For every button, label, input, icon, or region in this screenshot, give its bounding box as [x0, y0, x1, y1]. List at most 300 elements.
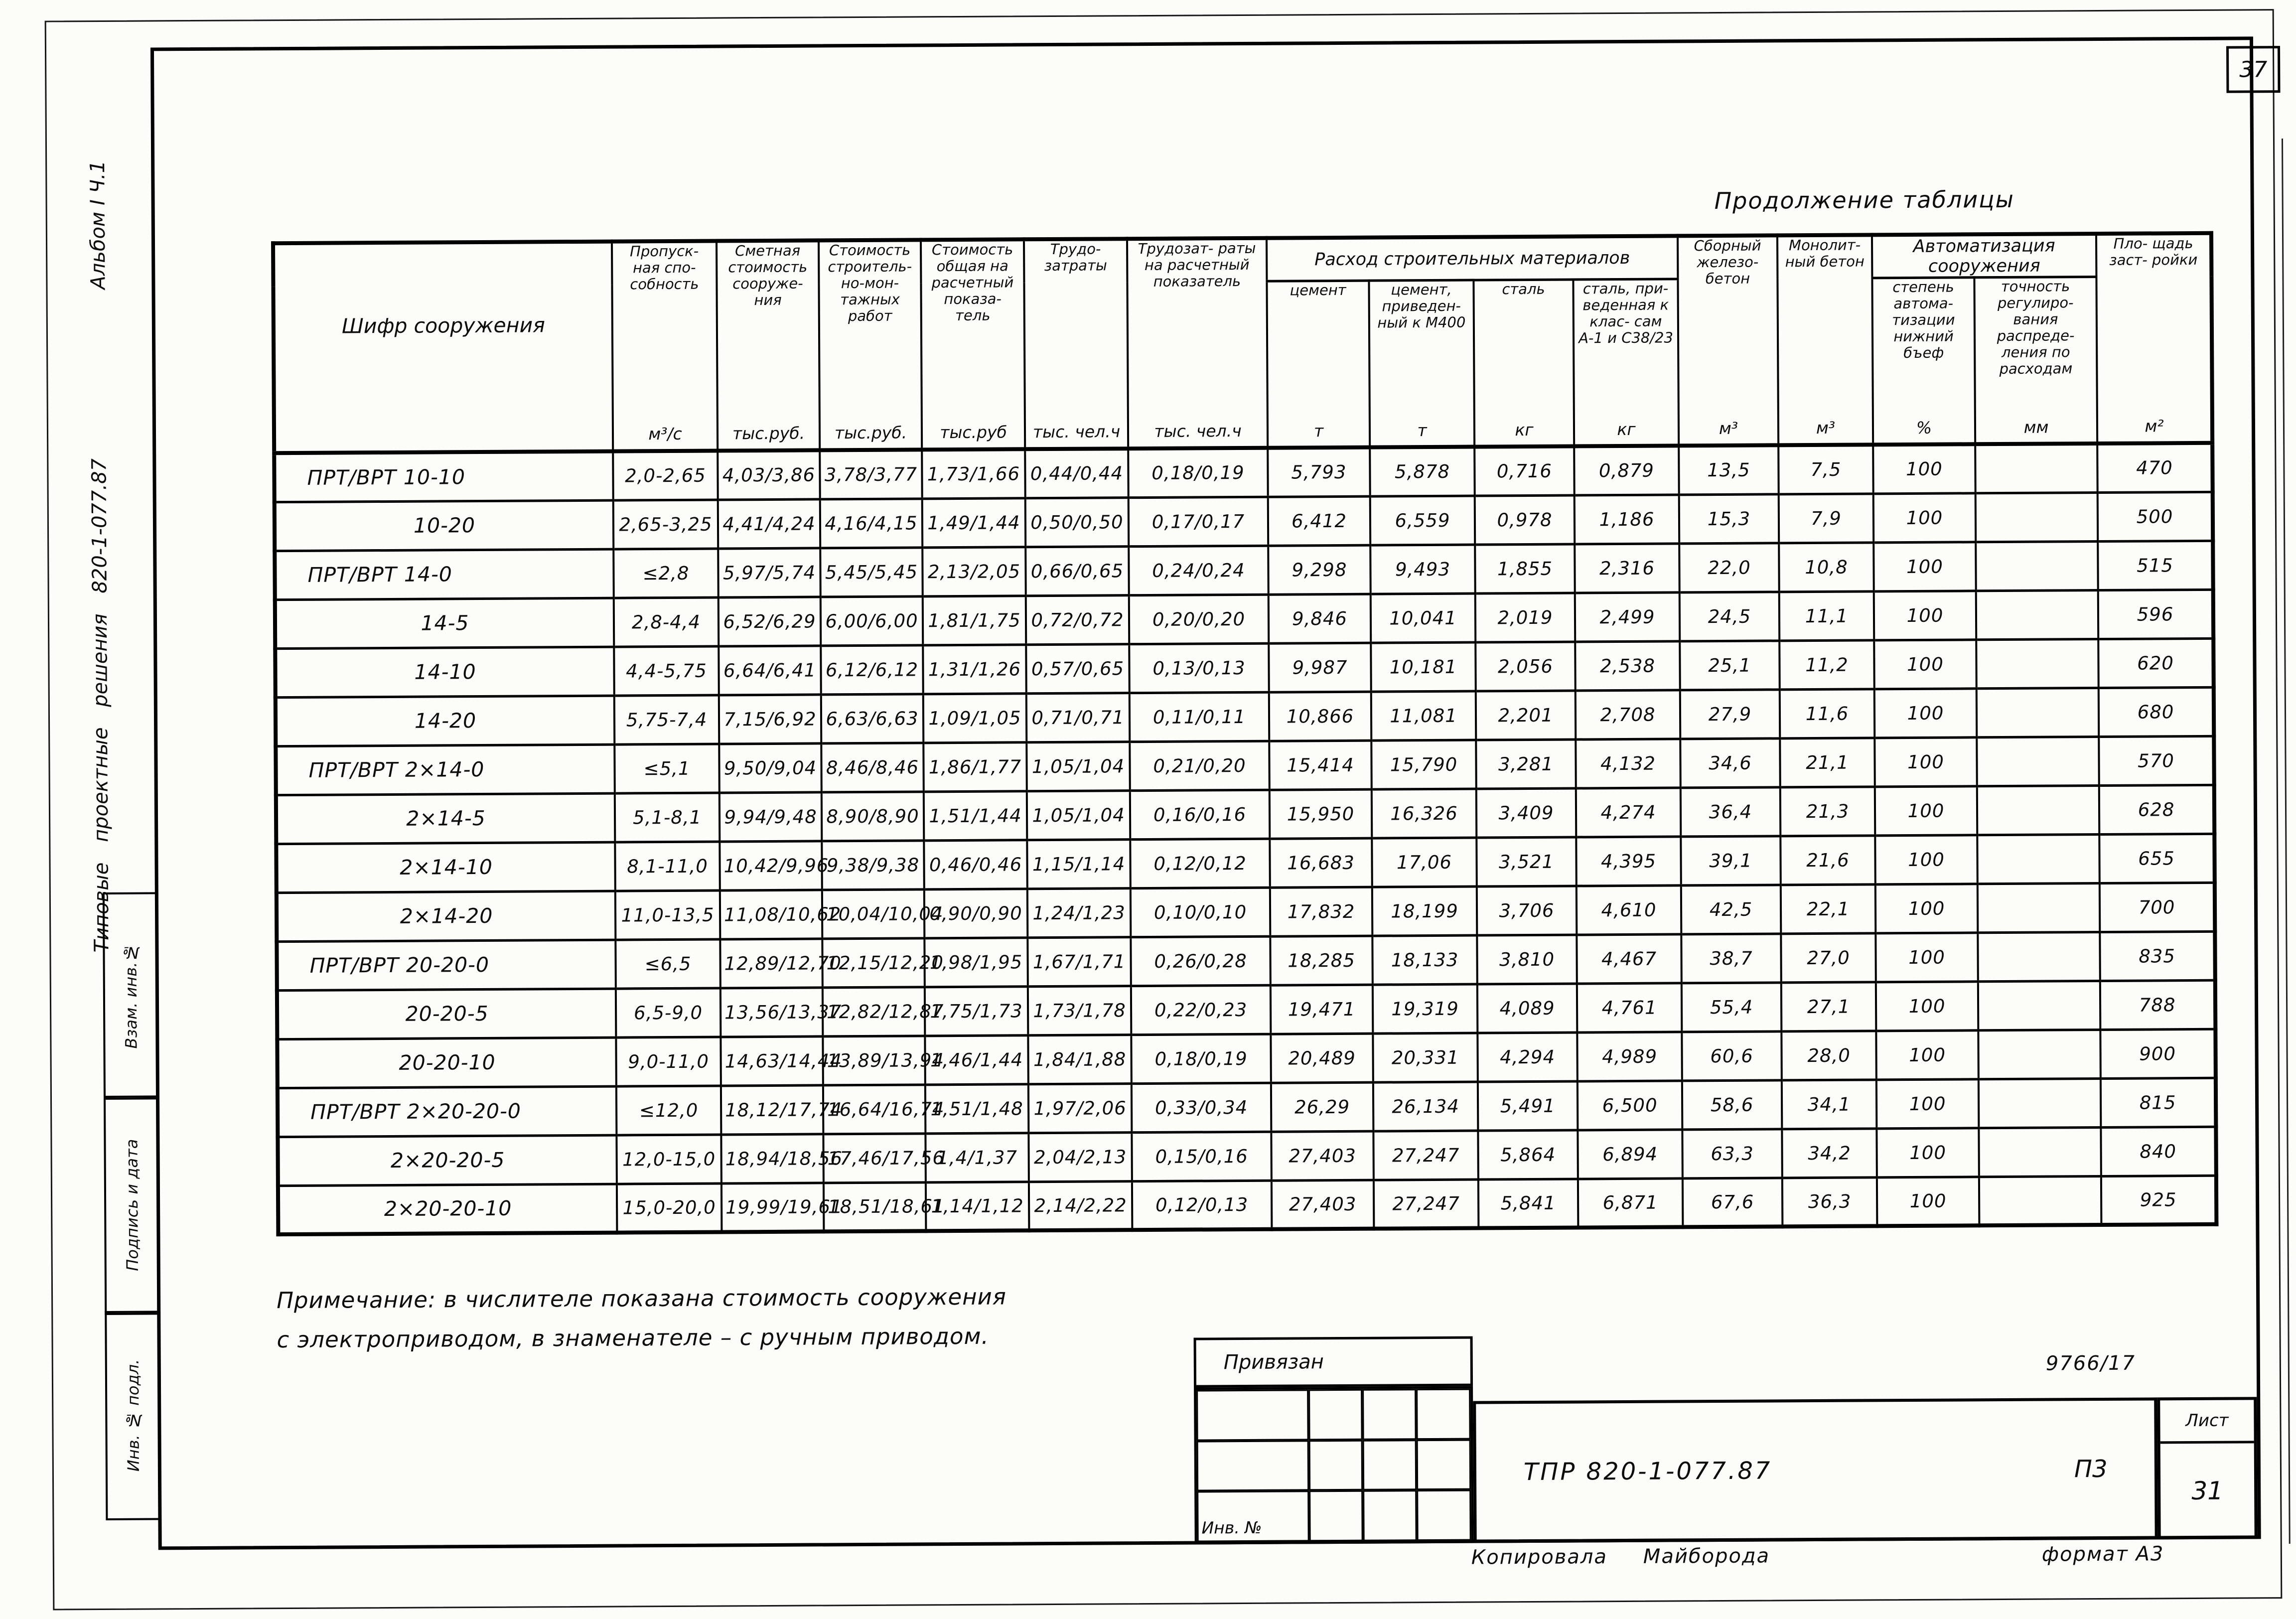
table-cell: 2,65-3,25 — [613, 500, 718, 549]
table-cell: 15,3 — [1679, 494, 1779, 543]
table-cell: 39,1 — [1681, 836, 1781, 885]
table-cell: 1,05/1,04 — [1026, 741, 1130, 791]
table-cell: 27,403 — [1272, 1180, 1374, 1229]
table-cell: 27,1 — [1781, 982, 1876, 1031]
table-cell: 4,4-5,75 — [614, 646, 719, 696]
stamp-grid-cell — [1417, 1439, 1471, 1490]
table-cell: 5,491 — [1478, 1081, 1578, 1130]
table-cell: 17,06 — [1372, 838, 1477, 887]
col-title: Монолит- ный бетон — [1785, 236, 1865, 271]
table-cell — [1978, 883, 2100, 932]
table-cell: 11,0-13,5 — [615, 890, 720, 940]
table-cell: 1,49/1,44 — [922, 498, 1026, 547]
table-cell: 2,201 — [1476, 691, 1576, 740]
note — [277, 1276, 1348, 1360]
table-cell — [1979, 1078, 2101, 1128]
table-cell: 3,706 — [1477, 886, 1577, 935]
table-cell: 1,855 — [1475, 544, 1575, 593]
margin-box-podpis-data-label: Подпись и дата — [122, 1139, 142, 1272]
table-cell — [1979, 1176, 2102, 1225]
table-cell: 5,878 — [1370, 447, 1475, 496]
table-cell — [1978, 1030, 2101, 1079]
note-line-2: с электроприводом, в знаменателе – с ручным приводом. — [277, 1323, 989, 1353]
table-cell: 2,056 — [1475, 642, 1576, 691]
sheet-edge-line — [2282, 139, 2291, 1544]
table-cell: 22,0 — [1679, 543, 1779, 592]
order-number: 9766/17 — [2045, 1351, 2136, 1375]
table-cell: 11,1 — [1779, 591, 1874, 640]
table-cell: 38,7 — [1681, 933, 1781, 983]
table-cell: 11,081 — [1371, 691, 1476, 740]
col-title: Пло- щадь заст- ройки — [2109, 235, 2198, 269]
stamp-sheet-number: 31 — [2191, 1476, 2224, 1506]
stamp-grid-cell — [1196, 1389, 1309, 1441]
note-line-1: Примечание: в числителе показана стоимость сооружения — [276, 1283, 1007, 1314]
col-title: цемент — [1290, 281, 1346, 299]
table-cell: 0,20/0,20 — [1129, 594, 1269, 644]
table-cell: 28,0 — [1781, 1030, 1876, 1080]
table-cell: 6,500 — [1578, 1080, 1683, 1130]
col-title: Сметная стоимость сооруже- ния — [728, 242, 808, 309]
table-cell: 9,94/9,48 — [719, 792, 822, 841]
table-cell: 1,46/1,44 — [925, 1035, 1028, 1084]
table-cell: 10,8 — [1779, 542, 1874, 591]
stamp-doc-code: П3 — [2074, 1455, 2108, 1483]
col-unit: тыс.руб. — [834, 423, 907, 443]
stamp-sheet-cell — [2157, 1397, 2257, 1539]
table-cell: 58,6 — [1682, 1080, 1782, 1129]
table-cell: 2,8-4,4 — [614, 597, 719, 647]
table-cell: 700 — [2100, 883, 2215, 932]
table-cell: 0,879 — [1574, 445, 1679, 495]
col-title: Сборный железо- бетон — [1694, 237, 1761, 288]
col-title: сталь, при- веденная к клас- сам А-1 и С38/23 — [1578, 280, 1674, 347]
table-cell: 1,84/1,88 — [1028, 1034, 1132, 1084]
row-label: ПРТ/ВРТ 2×20-20-0 — [278, 1086, 617, 1137]
margin-album — [46, 100, 150, 349]
table-cell: 7,15/6,92 — [719, 694, 822, 743]
table-cell: 18,133 — [1372, 935, 1477, 985]
table-cell: ≤12,0 — [616, 1085, 721, 1135]
table-cell: 1,51/1,44 — [924, 791, 1027, 840]
col-unit: м³ — [1816, 418, 1836, 438]
col-header-shifr — [273, 242, 613, 453]
table-cell: 6,5-9,0 — [616, 988, 721, 1037]
col-group-materials: Расход строительных материалов — [1267, 236, 1678, 281]
col-title: цемент, приведен- ный к М400 — [1377, 281, 1466, 331]
col-title: степень автома- тизации нижний бъеф — [1892, 278, 1955, 362]
stamp-attached-cell — [1194, 1336, 1473, 1388]
table-cell: 7,9 — [1779, 493, 1874, 543]
col-header-stal — [1473, 280, 1574, 447]
table-cell — [1977, 688, 2099, 737]
table-cell: 10,866 — [1269, 692, 1372, 741]
table-cell — [1977, 834, 2100, 883]
table-cell: 13,56/13,37 — [720, 987, 823, 1036]
table-cell: 4,132 — [1576, 738, 1681, 788]
col-unit: т — [1417, 421, 1427, 441]
col-title: Стоимость общая на расчетный показа- тель — [931, 241, 1014, 324]
table-cell: 0,17/0,17 — [1129, 497, 1269, 546]
table-cell: 0,71/0,71 — [1026, 693, 1130, 742]
col-title: точность регулиро- вания распреде- ления по расходам — [1997, 278, 2075, 378]
col-header-stepen-avt — [1872, 278, 1975, 445]
table-cell: 0,12/0,13 — [1132, 1180, 1272, 1230]
table-cell: 2,708 — [1576, 690, 1681, 739]
margin-box-inv-podl-label: Инв. № подл. — [123, 1359, 143, 1472]
table-cell: 0,26/0,28 — [1131, 936, 1271, 986]
table-cell: 1,31/1,26 — [923, 644, 1026, 694]
table-cell: 100 — [1875, 932, 1978, 982]
margin-box-vzam-inv — [103, 892, 159, 1100]
table-cell: 6,64/6,41 — [718, 645, 821, 695]
col-unit: т — [1313, 421, 1324, 441]
table-cell: 470 — [2097, 443, 2213, 492]
table-cell: 840 — [2101, 1127, 2216, 1176]
col-header-obshchaya — [921, 239, 1025, 449]
table-cell: 100 — [1873, 493, 1976, 542]
col-header-propusknaya — [612, 241, 718, 451]
table-cell: 900 — [2100, 1029, 2216, 1078]
table-cell: 2,0-2,65 — [613, 451, 718, 500]
table-cell: 0,716 — [1474, 446, 1575, 496]
table-cell: 60,6 — [1682, 1031, 1782, 1080]
table-cell: 9,50/9,04 — [719, 743, 822, 792]
col-unit: тыс.руб. — [732, 423, 805, 443]
table-cell: 2,019 — [1475, 593, 1576, 642]
col-unit: м³ — [1719, 419, 1738, 439]
col-header-cement-m400 — [1369, 280, 1474, 447]
table-cell: 21,6 — [1780, 835, 1875, 884]
table-cell: 12,0-15,0 — [616, 1134, 721, 1183]
col-header-cement — [1267, 281, 1370, 448]
table-cell: 6,871 — [1578, 1178, 1683, 1227]
row-label: 14-5 — [275, 598, 614, 649]
row-label: 2×20-20-10 — [278, 1184, 617, 1235]
table-cell: 10,04/10,04 — [822, 889, 925, 938]
table-cell: 5,75-7,4 — [614, 695, 719, 744]
table-cell: 20,489 — [1271, 1033, 1373, 1083]
stamp-grid-cell — [1363, 1440, 1417, 1490]
table-cell: 0,72/0,72 — [1026, 595, 1130, 644]
stamp-doc-number: ТПР 820-1-077.87 — [1523, 1456, 1772, 1486]
table-cell: 0,44/0,44 — [1025, 448, 1129, 498]
table-cell: 4,03/3,86 — [718, 450, 820, 499]
table-cell: 8,90/8,90 — [822, 791, 924, 841]
table-cell: 10,041 — [1371, 593, 1476, 643]
table-cell: 1,67/1,71 — [1027, 937, 1131, 986]
table-cell: 36,4 — [1681, 787, 1781, 836]
table-cell: 27,0 — [1781, 933, 1876, 982]
table-cell: 18,199 — [1372, 886, 1477, 936]
table-cell: 100 — [1874, 639, 1977, 689]
margin-album-text: Альбом I Ч.1 — [86, 160, 110, 290]
table-cell: 1,4/1,37 — [925, 1133, 1029, 1182]
table-cell: 9,0-11,0 — [616, 1036, 721, 1086]
table-cell — [1977, 785, 2100, 835]
table-cell: 13,5 — [1679, 445, 1779, 494]
table-cell: 1,86/1,77 — [923, 742, 1027, 791]
table-cell: 27,403 — [1271, 1131, 1374, 1180]
table-cell: 0,978 — [1475, 495, 1575, 545]
col-title: Трудозат- раты на расчетный показатель — [1138, 239, 1256, 291]
col-group-automation: Автоматизация сооружения — [1872, 234, 2096, 278]
stamp-signature-grid — [1194, 1386, 1474, 1545]
table-cell: 0,24/0,24 — [1129, 546, 1269, 595]
table-cell: 1,98/1,95 — [924, 937, 1028, 987]
stamp-grid-cell — [1417, 1490, 1471, 1541]
table-cell: 1,05/1,04 — [1027, 790, 1131, 840]
table-cell: 1,97/2,06 — [1028, 1083, 1132, 1133]
table-cell — [1976, 590, 2099, 639]
table-cell: 12,89/12,70 — [720, 938, 823, 988]
table-cell: 788 — [2100, 980, 2216, 1030]
table-cell: 0,13/0,13 — [1129, 643, 1269, 693]
row-label: ПРТ/ВРТ 10-10 — [274, 451, 613, 502]
table-cell — [1976, 639, 2099, 688]
table-cell: 12,82/12,87 — [823, 987, 925, 1036]
table-cell: 63,3 — [1682, 1129, 1782, 1178]
table-cell: 13,89/13,94 — [823, 1035, 925, 1085]
table-cell: 9,846 — [1269, 594, 1371, 643]
stamp-grid-cell — [1309, 1440, 1363, 1490]
table-cell: 596 — [2098, 589, 2214, 639]
col-unit: кг — [1515, 420, 1534, 440]
table-cell: 0,57/0,65 — [1026, 644, 1130, 693]
col-unit: м³/с — [648, 424, 682, 444]
row-label: 2×14-5 — [276, 793, 615, 844]
data-table — [271, 231, 2218, 1236]
table-cell: 3,810 — [1477, 934, 1577, 984]
drawing-frame — [150, 36, 2261, 1550]
table-cell: 5,1-8,1 — [615, 793, 720, 842]
stamp-grid-cell — [1309, 1490, 1363, 1541]
table-row — [278, 1176, 2216, 1234]
table-cell: 100 — [1875, 883, 1978, 933]
table-cell: 0,18/0,19 — [1131, 1034, 1271, 1083]
table-cell: 5,841 — [1478, 1178, 1578, 1228]
table-cell: 6,894 — [1578, 1129, 1683, 1178]
title-block — [1194, 1332, 2258, 1544]
table-cell: 11,2 — [1779, 640, 1874, 689]
table-cell: 0,50/0,50 — [1025, 497, 1129, 547]
table-cell: 100 — [1876, 1079, 1979, 1128]
table-cell: 2,499 — [1575, 592, 1680, 641]
table-cell: 9,298 — [1268, 545, 1371, 594]
table-cell: 4,467 — [1577, 934, 1682, 983]
table-cell: 2,14/2,22 — [1029, 1181, 1133, 1230]
table-cell: 4,761 — [1577, 983, 1682, 1032]
table-cell: 42,5 — [1681, 884, 1781, 934]
row-label: 20-20-5 — [277, 989, 616, 1039]
table-cell: 1,81/1,75 — [923, 595, 1026, 645]
table-cell: 515 — [2098, 541, 2213, 590]
row-label: ПРТ/ВРТ 2×14-0 — [276, 744, 615, 795]
table-cell: 6,12/6,12 — [821, 645, 923, 694]
row-label: 2×20-20-5 — [278, 1135, 617, 1186]
table-cell: 1,14/1,12 — [926, 1181, 1029, 1231]
stamp-grid-cell — [1416, 1389, 1471, 1440]
table-cell: 3,281 — [1476, 739, 1576, 789]
table-header — [273, 233, 2212, 453]
stamp-inv-label: Инв. № — [1197, 1491, 1309, 1542]
table-cell: ≤5,1 — [614, 744, 719, 793]
col-unit: тыс.руб — [940, 422, 1007, 442]
table-cell: 0,21/0,20 — [1130, 741, 1270, 790]
table-cell: 9,987 — [1269, 643, 1371, 692]
page-number: 37 — [2239, 56, 2268, 83]
table-cell — [1977, 736, 2099, 786]
col-unit: тыс. чел.ч — [1154, 421, 1242, 442]
table-cell: 12,15/12,20 — [822, 938, 925, 987]
table-cell: 18,94/18,56 — [721, 1134, 824, 1183]
table-cell: 6,00/6,00 — [821, 596, 923, 645]
stamp-main-cell — [1473, 1397, 2157, 1543]
table-cell: 0,11/0,11 — [1130, 692, 1270, 741]
table-cell: 26,29 — [1271, 1082, 1374, 1132]
table-cell: 6,559 — [1370, 496, 1475, 545]
stamp-grid-cell — [1197, 1440, 1309, 1491]
row-label: 14-10 — [275, 647, 614, 698]
col-header-monolit — [1777, 235, 1873, 445]
table-cell: 100 — [1877, 1177, 1980, 1226]
row-label: 2×14-20 — [277, 891, 616, 942]
table-cell — [1978, 981, 2101, 1030]
table-cell: 22,1 — [1781, 884, 1876, 933]
table-cell: 16,64/16,74 — [823, 1084, 926, 1134]
table-cell: 24,5 — [1680, 591, 1780, 641]
row-label: ПРТ/ВРТ 20-20-0 — [277, 940, 616, 991]
col-header-smetnaya — [717, 240, 820, 450]
copied-by-name: Майборода — [1643, 1544, 1770, 1568]
table-cell: 0,18/0,19 — [1128, 448, 1268, 497]
table-cell: 36,3 — [1782, 1177, 1877, 1226]
row-label: 10-20 — [275, 500, 614, 551]
table-cell: 100 — [1876, 981, 1979, 1030]
row-label: 2×14-10 — [276, 842, 615, 893]
table-cell: 2,538 — [1575, 641, 1680, 690]
table-cell: 620 — [2098, 638, 2214, 688]
table-cell: 7,5 — [1778, 444, 1873, 494]
row-label: 14-20 — [276, 696, 615, 746]
table-cell: 34,6 — [1680, 738, 1780, 787]
table-cell: 5,45/5,45 — [820, 547, 923, 596]
col-header-sborny-zhb — [1678, 235, 1778, 445]
table-cell: 1,15/1,14 — [1027, 839, 1131, 888]
table-cell — [1975, 443, 2098, 493]
table-cell: 18,285 — [1270, 936, 1373, 985]
table-cell: ≤6,5 — [615, 939, 720, 988]
col-unit: тыс. чел.ч — [1032, 422, 1121, 442]
table-cell: 100 — [1874, 688, 1977, 737]
table-caption: Продолжение таблицы — [1714, 185, 2014, 215]
margin-box-podpis-data — [104, 1095, 160, 1315]
table-cell — [1976, 541, 2098, 590]
table-cell: 3,521 — [1476, 837, 1577, 886]
table-cell: 10,42/9,96 — [719, 841, 822, 890]
col-title: сталь — [1502, 280, 1545, 298]
table-cell: 4,089 — [1477, 983, 1578, 1032]
stamp-grid-cell — [1362, 1389, 1417, 1440]
table-cell: 34,2 — [1782, 1128, 1877, 1177]
table-cell: 815 — [2101, 1078, 2216, 1127]
table-cell: 11,6 — [1780, 689, 1875, 738]
table-cell: 3,409 — [1476, 788, 1577, 838]
table-cell: 655 — [2099, 834, 2215, 883]
table-cell: 3,78/3,77 — [820, 449, 922, 499]
table-cell: 0,12/0,12 — [1130, 839, 1270, 888]
table-cell: 628 — [2099, 785, 2215, 834]
table-cell: 16,683 — [1270, 838, 1372, 887]
table-cell: 100 — [1873, 542, 1976, 591]
stamp-sheet-label: Лист — [2160, 1400, 2254, 1444]
table-cell: 1,186 — [1575, 494, 1680, 544]
table-cell: 1,51/1,48 — [925, 1084, 1029, 1133]
table-cell: 1,73/1,78 — [1028, 986, 1132, 1035]
table-cell: 1,73/1,66 — [922, 449, 1025, 498]
table-cell: 0,90/0,90 — [924, 888, 1028, 938]
table-cell: 8,1-11,0 — [615, 842, 720, 891]
table-cell: 8,46/8,46 — [821, 742, 924, 792]
table-cell: 27,9 — [1680, 689, 1780, 738]
margin-box-vzam-inv-label: Взам. инв.№ — [121, 943, 141, 1049]
table-cell: 15,414 — [1269, 740, 1372, 790]
table-cell: 55,4 — [1682, 982, 1782, 1031]
table-cell: 4,395 — [1576, 836, 1681, 885]
table-cell: 0,66/0,65 — [1025, 546, 1129, 595]
table-cell: 5,793 — [1268, 447, 1370, 497]
col-header-stal-prived — [1573, 279, 1679, 446]
table-cell: 19,319 — [1373, 984, 1478, 1033]
copied-by-label: Копировала — [1471, 1545, 1608, 1569]
col-header-trud-raschet — [1127, 238, 1268, 448]
table-cell: 17,832 — [1270, 887, 1373, 936]
table-cell: 0,10/0,10 — [1131, 887, 1271, 937]
table-cell: 4,16/4,15 — [820, 498, 923, 548]
table-cell: 11,08/10,62 — [720, 889, 823, 939]
table-cell: 19,471 — [1271, 985, 1373, 1034]
table-cell: 34,1 — [1782, 1079, 1877, 1129]
table-cell: 100 — [1875, 786, 1978, 835]
table-cell: 20,331 — [1373, 1033, 1478, 1082]
table-cell: 19,99/19,61 — [721, 1182, 824, 1232]
table-cell: 0,46/0,46 — [924, 840, 1027, 889]
table-cell: 26,134 — [1373, 1082, 1478, 1131]
format-label: формат А3 — [2041, 1542, 2164, 1566]
table-cell: 100 — [1874, 737, 1977, 786]
table-cell: 1,09/1,05 — [923, 693, 1027, 742]
col-header-ploshchad — [2096, 233, 2212, 443]
table-cell: 5,97/5,74 — [718, 548, 821, 597]
margin-box-inv-podl — [105, 1311, 161, 1520]
col-header-smr — [819, 240, 922, 450]
table-cell: 21,3 — [1780, 786, 1875, 836]
table-cell: 0,33/0,34 — [1132, 1083, 1272, 1132]
table-cell: 4,294 — [1477, 1032, 1578, 1081]
col-title: Пропуск- ная спо- собность — [630, 242, 699, 293]
table-cell: 27,247 — [1374, 1179, 1479, 1229]
table-cell: 100 — [1873, 444, 1976, 493]
table-cell: 2,04/2,13 — [1028, 1132, 1132, 1181]
table-cell: 6,63/6,63 — [821, 694, 924, 743]
margin-series-text: Типовые проектные решения 820-1-077.87 — [87, 458, 113, 953]
table-cell: 17,46/17,56 — [823, 1133, 926, 1182]
table-cell: 0,16/0,16 — [1130, 790, 1270, 839]
col-unit: мм — [2023, 417, 2049, 438]
table-cell: 100 — [1875, 835, 1978, 884]
table-cell: 6,412 — [1268, 496, 1371, 546]
table-cell — [1976, 492, 2098, 542]
